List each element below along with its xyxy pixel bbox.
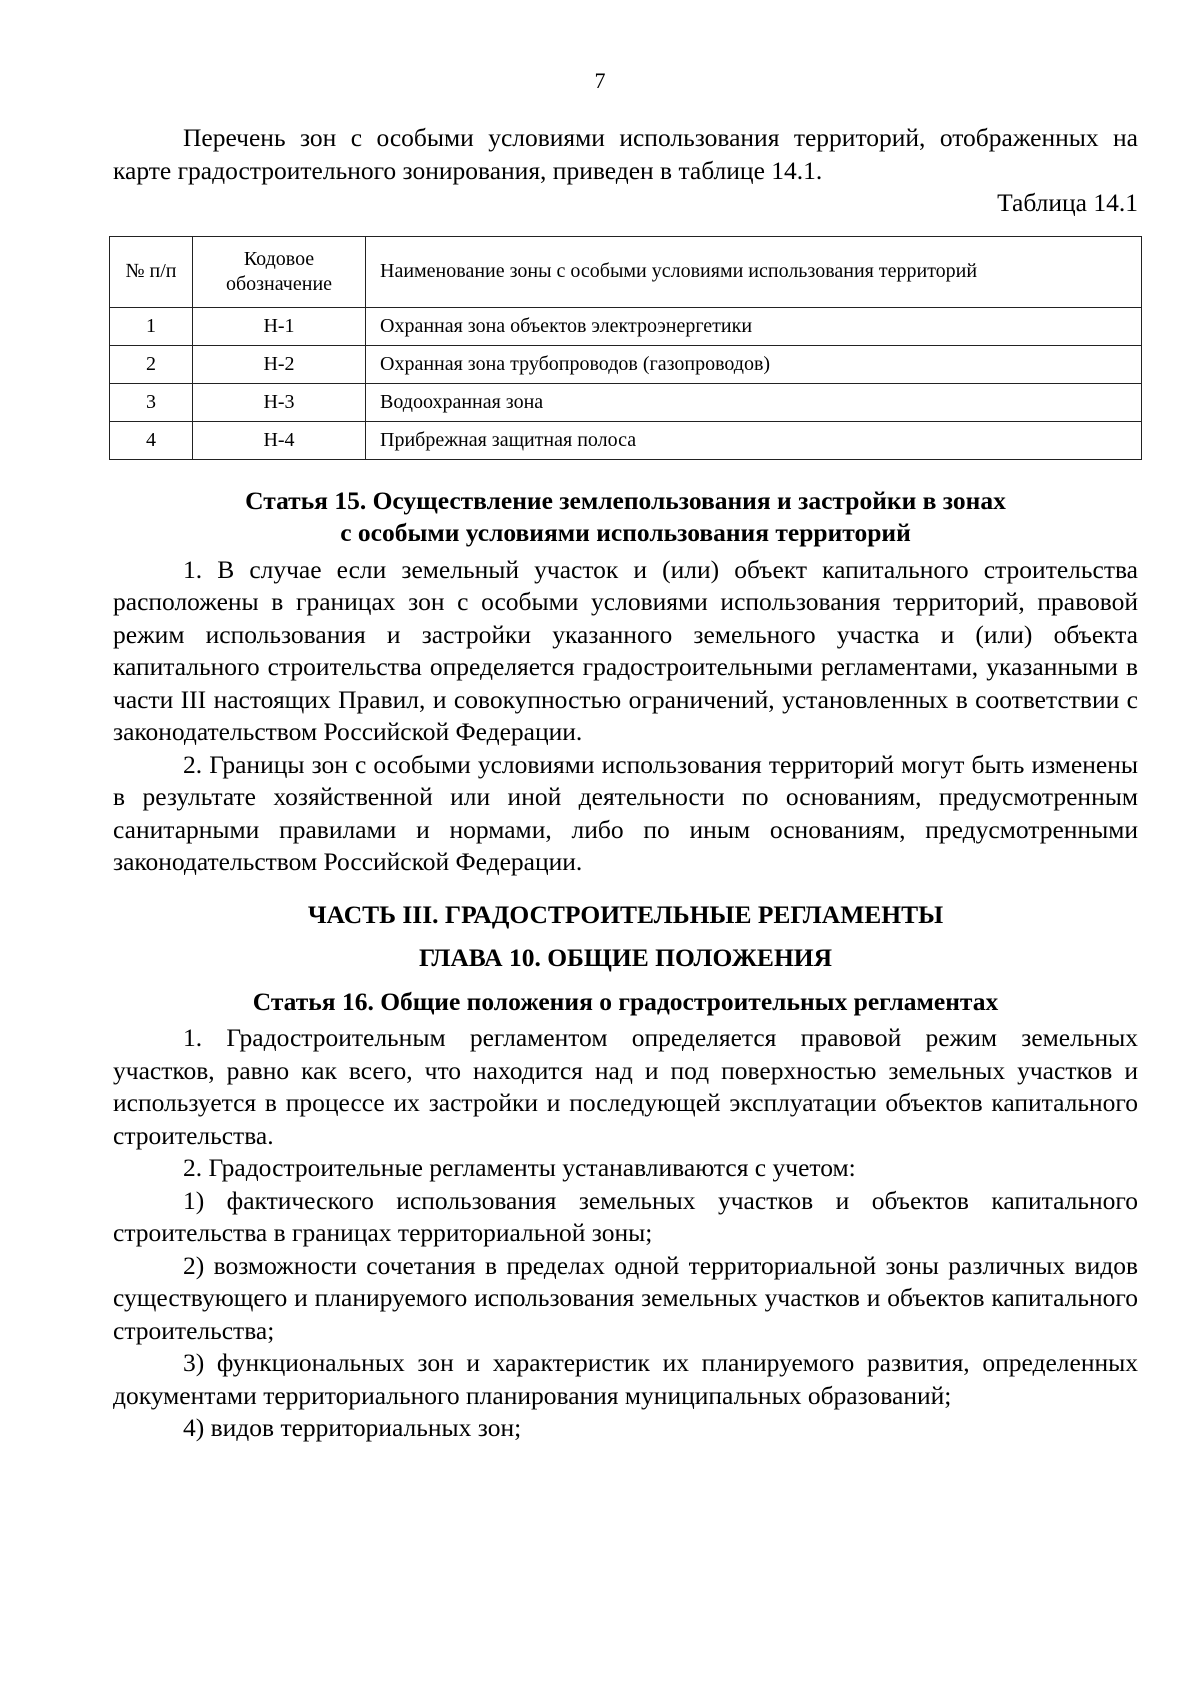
article-15-title — [113, 485, 1138, 550]
article-16-title: Статья 16. Общие положения о градостроительных регламентах — [252, 986, 999, 1016]
article-16-item-2: 2) возможности сочетания в пределах одной территориальной зоны различных видов существующего и планируемого использования земельных участков и объектов капитального строительства; — [113, 1250, 1138, 1345]
article-15-title-line-1: Статья 15. Осуществление землепользования и застройки в зонах — [245, 485, 1006, 515]
page-number: 7 — [594, 68, 606, 93]
article-15-paragraph-2: 2. Границы зон с особыми условиями использования территорий могут быть изменены в результате хозяйственной или иной деятельности по основаниям, предусмотренным санитарными правилами и нормами, либо по иным основаниям, предусмотренными законодательством Российской Федерации. — [113, 749, 1138, 876]
row-code: Н-2 — [193, 345, 366, 383]
header-code: Кодовое обозначение — [193, 236, 366, 307]
row-number: 3 — [110, 383, 193, 421]
row-zone-name: Прибрежная защитная полоса — [366, 421, 1142, 459]
article-15-paragraph-1: 1. В случае если земельный участок и (или) объект капитального строительства расположены в границах зон с особыми условиями использования территорий, правовой режим использования и застройки указанного земельного участка и (или) объекта капитального строительства определяется градостроительными регламентами, указанными в части III настоящих Правил, и совокупностью ограничений, установленных в соответствии с законодательством Российской Федерации. — [113, 554, 1138, 746]
zones-table — [109, 236, 1142, 460]
row-code: Н-4 — [193, 421, 366, 459]
table-row — [110, 345, 1142, 383]
row-zone-name: Охранная зона трубопроводов (газопроводов) — [366, 345, 1142, 383]
header-number: № п/п — [110, 236, 193, 307]
article-16-item-1: 1) фактического использования земельных участков и объектов капитального строительства в границах территориальной зоны; — [113, 1185, 1138, 1247]
article-16-item-4: 4) видов территориальных зон; — [183, 1413, 522, 1442]
row-number: 4 — [110, 421, 193, 459]
row-zone-name: Охранная зона объектов электроэнергетики — [366, 307, 1142, 345]
row-number: 2 — [110, 345, 193, 383]
table-row — [110, 421, 1142, 459]
article-16-item-3: 3) функциональных зон и характеристик их планируемого развития, определенных документами территориального планирования муниципальных образований; — [113, 1348, 1138, 1410]
table-row — [110, 307, 1142, 345]
intro-paragraph: Перечень зон с особыми условиями использования территорий, отображенных на карте градостроительного зонирования, приведен в таблице 14.1. — [113, 123, 1138, 185]
row-code: Н-1 — [193, 307, 366, 345]
table-caption: Таблица 14.1 — [997, 188, 1138, 217]
header-zone-name: Наименование зоны с особыми условиями использования территорий — [366, 236, 1142, 307]
chapter-title: ГЛАВА 10. ОБЩИЕ ПОЛОЖЕНИЯ — [418, 942, 833, 972]
part-title: ЧАСТЬ III. ГРАДОСТРОИТЕЛЬНЫЕ РЕГЛАМЕНТЫ — [307, 899, 944, 929]
article-15-title-line-2: с особыми условиями использования территорий — [340, 518, 911, 547]
article-16-paragraph-1: 1. Градостроительным регламентом определяется правовой режим земельных участков, равно как всего, что находится над и под поверхностью земельных участков и используется в процессе их застройки и последующей эксплуатации объектов капитального строительства. — [113, 1023, 1138, 1150]
article-16-paragraph-2: 2. Градостроительные регламенты устанавливаются с учетом: — [183, 1153, 856, 1182]
row-number: 1 — [110, 307, 193, 345]
row-code: Н-3 — [193, 383, 366, 421]
table-row — [110, 383, 1142, 421]
row-zone-name: Водоохранная зона — [366, 383, 1142, 421]
document-body — [113, 122, 1138, 1445]
table-header-row — [110, 236, 1142, 307]
